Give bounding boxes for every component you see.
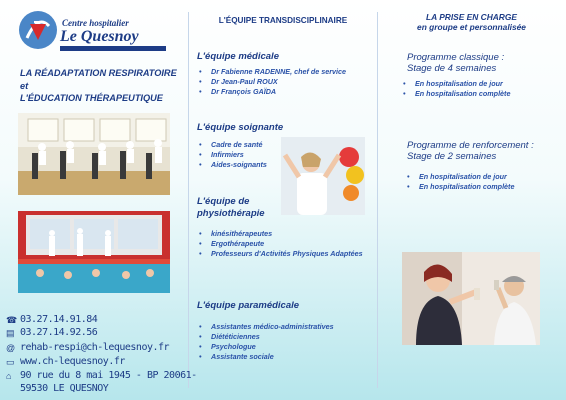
team-nursing-list <box>199 140 289 170</box>
logo-underline <box>60 46 166 51</box>
email-icon: @ <box>6 343 16 353</box>
logo-line2: Le Quesnoy <box>60 28 139 45</box>
address-icon: ⌂ <box>6 371 12 381</box>
team-physio-title <box>197 196 277 220</box>
pool-photo <box>18 211 170 293</box>
program-name: Programme classique : <box>407 52 505 63</box>
program-boost-title <box>407 140 534 162</box>
left-column <box>0 0 197 400</box>
team-nursing-title: L'équipe soignante <box>197 122 284 133</box>
program-classic-list <box>403 79 563 99</box>
header-line1: LA PRISE EN CHARGE <box>426 12 517 22</box>
program-subtitle: Stage de 2 semaines <box>407 151 497 162</box>
fax-number: 03.27.14.92.56 <box>20 327 98 338</box>
program-name: Programme de renforcement : <box>407 140 534 151</box>
team-physio-list <box>199 229 371 259</box>
list-item: • En hospitalisation complète <box>407 182 563 192</box>
list-item: • Dr François GAÏDA <box>199 87 369 97</box>
team-medical-list <box>199 67 369 97</box>
list-item: • Psychologue <box>199 342 371 352</box>
computer-icon: ▭ <box>6 357 15 367</box>
list-item: • kinésithérapeutes <box>199 229 371 239</box>
logo-emblem-icon <box>18 10 58 50</box>
team-paramedical-title: L'équipe paramédicale <box>197 300 300 311</box>
right-column <box>377 0 566 400</box>
title-line3: L'ÉDUCATION THÉRAPEUTIQUE <box>20 93 163 103</box>
program-boost-list <box>407 172 563 192</box>
nursing-photo-image <box>281 137 365 215</box>
logo-line1: Centre hospitalier <box>62 18 129 28</box>
patients-photo <box>402 252 540 345</box>
list-item: • En hospitalisation de jour <box>403 79 563 89</box>
website-link[interactable]: www.ch-lequesnoy.fr <box>20 356 125 367</box>
phone-number: 03.27.14.91.84 <box>20 314 98 325</box>
phone-icon: ☎ <box>6 315 18 325</box>
page-title <box>20 67 180 105</box>
program-subtitle: Stage de 4 semaines <box>407 63 497 74</box>
list-item: • Infirmiers <box>199 150 289 160</box>
hospital-logo <box>18 10 150 52</box>
patients-photo-image <box>402 252 540 345</box>
program-classic-title <box>407 52 504 74</box>
middle-column <box>189 0 377 400</box>
list-item: • Diététiciennes <box>199 332 371 342</box>
gym-photo <box>18 113 170 195</box>
title-line2: et <box>20 80 29 91</box>
team-physio-label: L'équipe de physiothérapie <box>197 196 265 219</box>
team-paramedical-list <box>199 322 371 362</box>
email-address[interactable]: rehab-respi@ch-lequesnoy.fr <box>20 342 170 353</box>
list-item: • En hospitalisation complète <box>403 89 563 99</box>
list-item: • Assistante sociale <box>199 352 371 362</box>
list-item: • Dr Fabienne RADENNE, chef de service <box>199 67 369 77</box>
address-line1: 90 rue du 8 mai 1945 - BP 20061- <box>20 370 197 381</box>
gym-photo-image <box>18 113 170 195</box>
list-item: • En hospitalisation de jour <box>407 172 563 182</box>
list-item: • Professeurs d'Activités Physiques Adaptées <box>199 249 371 259</box>
section-header: L'ÉQUIPE TRANSDISCIPLINAIRE <box>218 16 348 25</box>
title-line1: LA RÉADAPTATION RESPIRATOIRE <box>20 68 177 78</box>
list-item: • Cadre de santé <box>199 140 289 150</box>
team-medical-title: L'équipe médicale <box>197 51 279 62</box>
list-item: • Aides-soignants <box>199 160 289 170</box>
list-item: • Ergothérapeute <box>199 239 371 249</box>
fax-icon: ▤ <box>6 328 15 338</box>
list-item: • Assistantes médico-administratives <box>199 322 371 332</box>
list-item: • Dr Jean-Paul ROUX <box>199 77 369 87</box>
pool-photo-image <box>18 211 170 293</box>
section-header <box>377 12 566 32</box>
nursing-photo <box>281 137 365 215</box>
address-line2: 59530 LE QUESNOY <box>20 383 109 394</box>
header-line2: en groupe et personnalisée <box>417 22 526 32</box>
